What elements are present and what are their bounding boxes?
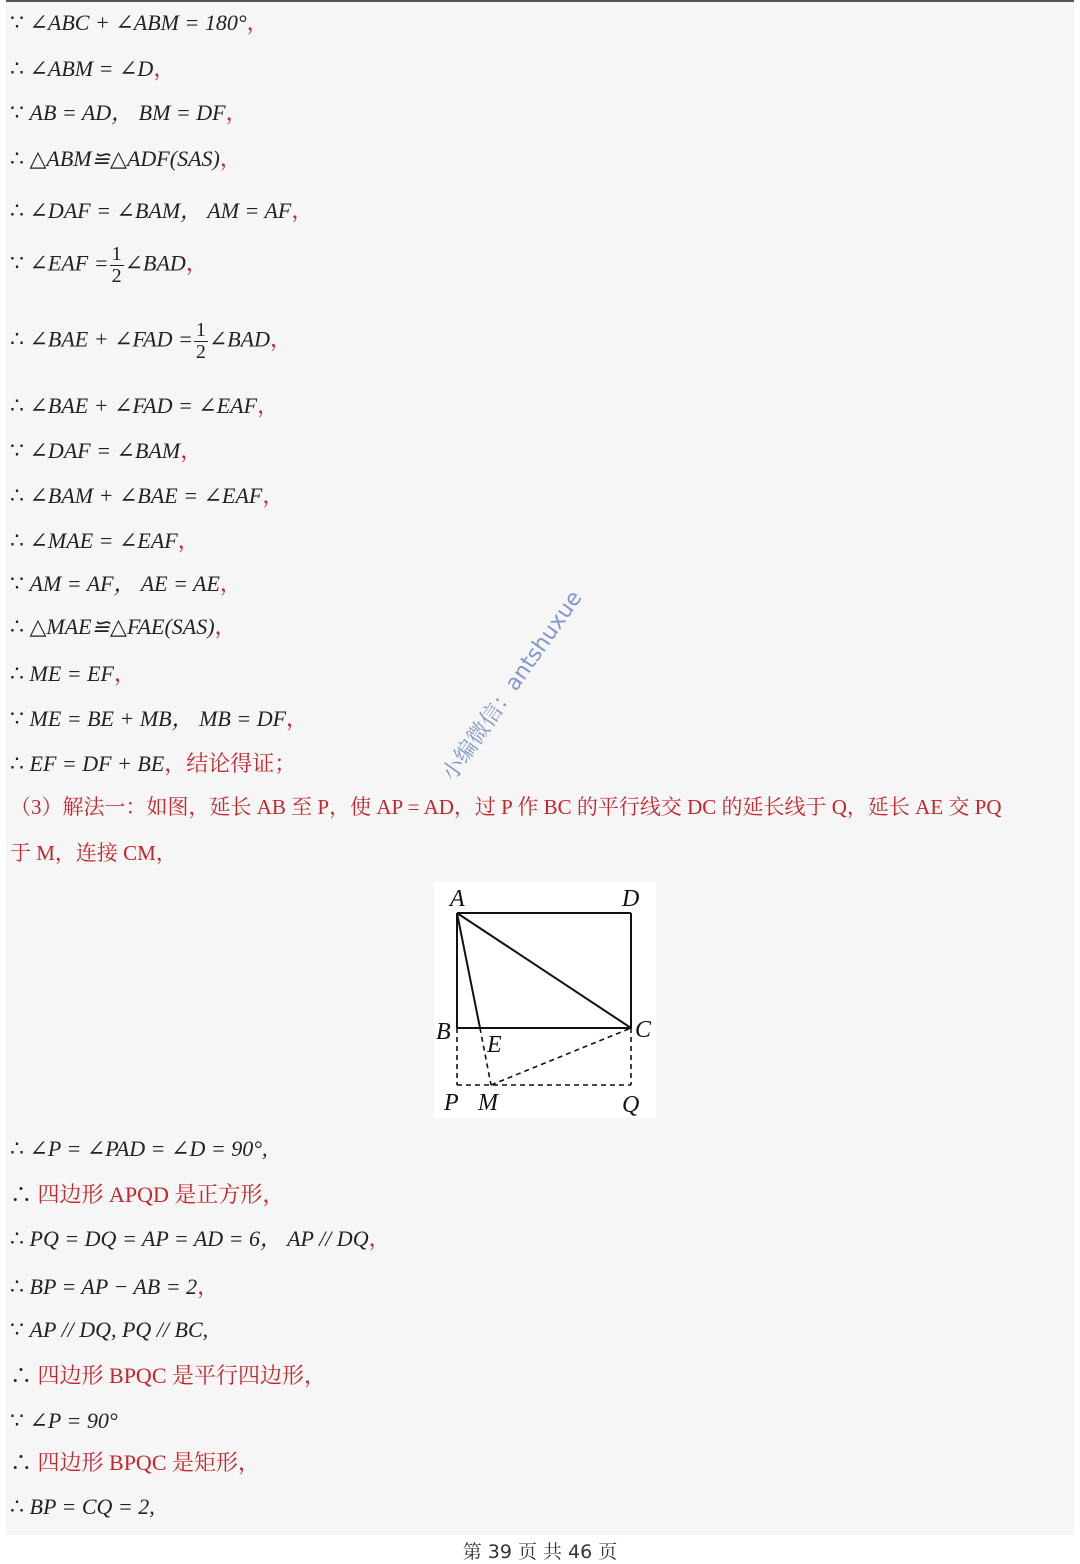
proof-line: ∴ ∠BAE + ∠FAD = ∠EAF， xyxy=(10,393,280,418)
proof-line: ∴ ∠ABM = ∠D， xyxy=(10,56,176,81)
proof-line-fraction: ∴ ∠BAE + ∠FAD = $\frac{1}{2}$ ∠BAD， xyxy=(10,319,293,363)
label-B: B xyxy=(436,1019,451,1045)
proof-line: ∴ △ABM≌△ADF(SAS)， xyxy=(10,146,242,171)
proof-line: ∵ AM = AF， AE = AE， xyxy=(10,571,242,596)
label-M: M xyxy=(478,1090,498,1116)
label-E: E xyxy=(487,1032,502,1058)
document-page xyxy=(6,0,1074,1535)
label-A: A xyxy=(450,886,465,912)
label-P: P xyxy=(444,1090,459,1116)
label-D: D xyxy=(622,886,640,912)
proof-line-fraction: ∵ ∠EAF = $\frac{1}{2}$ ∠BAD， xyxy=(10,243,208,287)
label-Q: Q xyxy=(622,1092,640,1118)
proof-line: ∴ ∠P = ∠PAD = ∠D = 90°, xyxy=(10,1136,268,1161)
geometry-figure xyxy=(434,882,656,1118)
proof-line: ∴ ∠DAF = ∠BAM， AM = AF， xyxy=(10,198,314,223)
proof-line: ∵ ∠DAF = ∠BAM， xyxy=(10,438,203,463)
proof-line: ∴ ∠MAE = ∠EAF， xyxy=(10,528,200,553)
proof-line: ∴ 四边形 BPQC 是平行四边形， xyxy=(10,1363,326,1388)
proof-line: ∴ ∠BAM + ∠BAE = ∠EAF， xyxy=(10,483,285,508)
proof-line: ∴ BP = CQ = 2, xyxy=(10,1494,155,1519)
proof-line: ∵ AP // DQ, PQ // BC, xyxy=(10,1317,209,1342)
proof-line: ∵ ∠ABC + ∠ABM = 180°， xyxy=(10,10,269,35)
label-C: C xyxy=(635,1017,652,1043)
proof-line: ∴ PQ = DQ = AP = AD = 6， AP // DQ， xyxy=(10,1226,391,1251)
solution-heading: （3）解法一：如图，延长 AB 至 P，使 AP = AD，过 P 作 BC 的平行线交 DC 的延长线于 Q，延长 AE 交 PQ xyxy=(10,795,1002,819)
proof-line: ∵ ∠P = 90° xyxy=(10,1408,118,1433)
solution-heading-cont: 于 M，连接 CM， xyxy=(10,841,177,865)
proof-line: ∵ ME = BE + MB， MB = DF， xyxy=(10,706,309,731)
proof-line: ∴ △MAE≌△FAE(SAS)， xyxy=(10,614,237,639)
proof-line: ∴ BP = AP − AB = 2， xyxy=(10,1274,220,1299)
page-footer: 第 39 页 共 46 页 xyxy=(462,1541,618,1563)
fraction: $\frac{1}{2}$ xyxy=(111,243,122,287)
fraction: $\frac{1}{2}$ xyxy=(195,319,206,363)
proof-line: ∴ 四边形 BPQC 是矩形， xyxy=(10,1450,260,1475)
figure-background xyxy=(434,882,656,1118)
watermark: 小编微信：antshuxue xyxy=(437,586,588,786)
proof-line: ∴ ME = EF， xyxy=(10,661,137,686)
proof-line: ∴ EF = DF + BE，结论得证； xyxy=(10,751,297,776)
proof-line: ∵ AB = AD， BM = DF， xyxy=(10,100,248,125)
proof-line: ∴ 四边形 APQD 是正方形， xyxy=(10,1182,285,1207)
